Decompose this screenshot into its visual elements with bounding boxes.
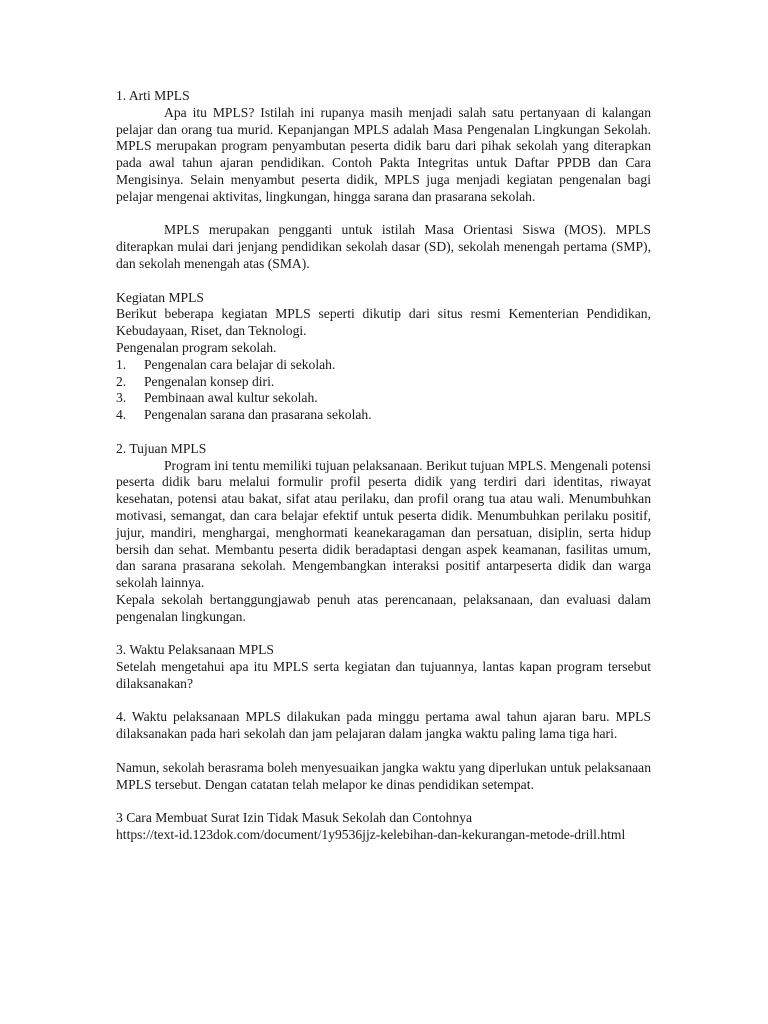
list-item-number: 2.	[116, 373, 127, 389]
kegiatan-intro: Berikut beberapa kegiatan MPLS seperti dikutip dari situs resmi Kementerian Pendidikan, Kebudayaan, Riset, dan Teknologi.	[116, 306, 651, 339]
list-item-text: Pembinaan awal kultur sekolah.	[144, 390, 318, 406]
spacer	[116, 206, 651, 223]
section-3-paragraph-1: Setelah mengetahui apa itu MPLS serta kegiatan dan tujuannya, lantas kapan program tersebut dilaksanakan?	[116, 659, 651, 691]
list-item	[116, 357, 651, 374]
spacer	[116, 793, 651, 810]
list-item	[116, 374, 651, 391]
list-item-text: Pengenalan cara belajar di sekolah.	[144, 356, 336, 372]
spacer	[116, 743, 651, 760]
list-item	[116, 407, 651, 424]
section-1-paragraph-1: Apa itu MPLS? Istilah ini rupanya masih menjadi salah satu pertanyaan di kalangan pelajar dan orang tua murid. Kepanjangan MPLS adalah Masa Pengenalan Lingkungan Sekolah. MPLS merupakan program penyambutan peserta didik baru dari pihak sekolah yang diterapkan pada awal tahun ajaran pendidikan. Contoh Pakta Integritas untuk Daftar PPDB dan Cara Mengisinya. Selain menyambut peserta didik, MPLS juga menjadi kegiatan pengenalan bagi pelajar mengenai aktivitas, lingkungan, hingga sarana dan prasarana sekolah.	[116, 104, 651, 204]
list-item-number: 1.	[116, 356, 127, 372]
section-4-paragraph-1: 4. Waktu pelaksanaan MPLS dilakukan pada minggu pertama awal tahun ajaran baru. MPLS dilaksanakan pada hari sekolah dan jam pelajaran dalam jangka waktu paling lama tiga hari.	[116, 709, 651, 742]
spacer	[116, 693, 651, 710]
list-item-text: Pengenalan sarana dan prasarana sekolah.	[144, 407, 372, 423]
related-article-url[interactable]: https://text-id.123dok.com/document/1y9536jjz-kelebihan-dan-kekurangan-metode-drill.html	[116, 827, 626, 843]
related-article-title: 3 Cara Membuat Surat Izin Tidak Masuk Sekolah dan Contohnya	[116, 810, 473, 826]
section-1-paragraph-2: MPLS merupakan pengganti untuk istilah Masa Orientasi Siswa (MOS). MPLS diterapkan mulai dari jenjang pendidikan sekolah dasar (SD), sekolah menengah pertama (SMP), dan sekolah menengah atas (SMA).	[116, 222, 651, 271]
list-item-text: Pengenalan konsep diri.	[144, 373, 275, 389]
list-item-number: 4.	[116, 407, 127, 423]
spacer	[116, 273, 651, 290]
kegiatan-lead: Pengenalan program sekolah.	[116, 339, 277, 355]
section-2-paragraph-2: Kepala sekolah bertanggungjawab penuh atas perencanaan, pelaksanaan, dan evaluasi dalam pengenalan lingkungan.	[116, 591, 651, 624]
kegiatan-heading: Kegiatan MPLS	[116, 289, 204, 305]
section-2-heading: 2. Tujuan MPLS	[116, 440, 207, 456]
spacer	[116, 424, 651, 441]
kegiatan-list	[116, 357, 651, 424]
document-page	[116, 88, 651, 844]
section-4-paragraph-2: Namun, sekolah berasrama boleh menyesuaikan jangka waktu yang diperlukan untuk pelaksanaan MPLS tersebut. Dengan catatan telah melapor ke dinas pendidikan setempat.	[116, 759, 651, 792]
list-item-number: 3.	[116, 390, 127, 406]
section-1-heading: 1. Arti MPLS	[116, 88, 190, 103]
section-2-paragraph-1: Program ini tentu memiliki tujuan pelaksanaan. Berikut tujuan MPLS. Mengenali potensi peserta didik baru melalui formulir profil peserta didik yang terdiri dari identitas, riwayat kesehatan, potensi atau bakat, sifat atau perilaku, dan profil orang tua atau wali. Menumbuhkan motivasi, semangat, dan cara belajar efektif untuk peserta didik. Menumbuhkan perilaku positif, jujur, mandiri, menghargai, menghormati keanekaragaman dan persatuan, disiplin, serta hidup bersih dan sehat. Membantu peserta didik beradaptasi dengan aspek keamanan, fasilitas umum, dan sarana prasarana sekolah. Mengembangkan interaksi positif antarpeserta didik dan warga sekolah lainnya.	[116, 457, 651, 591]
spacer	[116, 626, 651, 643]
section-3-heading: 3. Waktu Pelaksanaan MPLS	[116, 642, 274, 658]
list-item	[116, 390, 651, 407]
